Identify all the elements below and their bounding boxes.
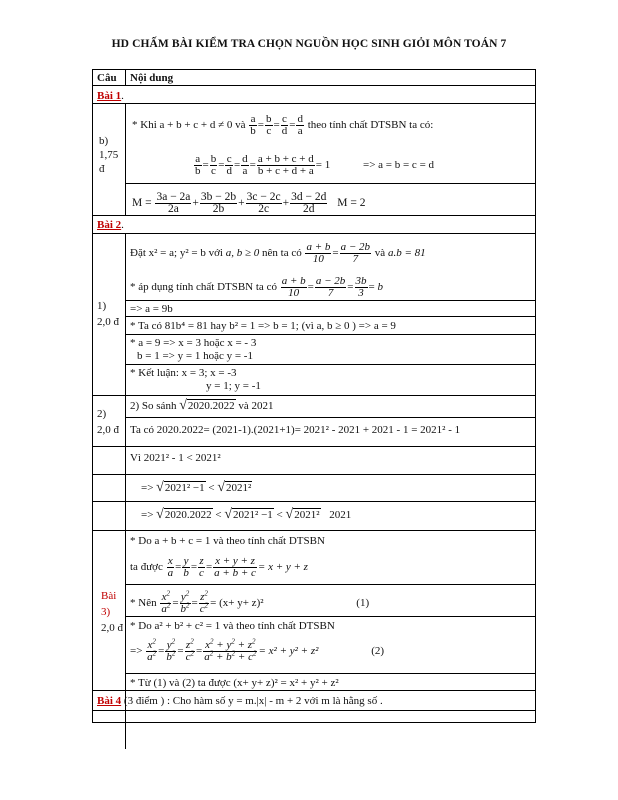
bai3-l1: * Do a + b + c = 1 và theo tính chất DTSBN <box>130 535 325 547</box>
row-divider <box>93 85 535 86</box>
page-title: HD CHẤM BÀI KIỂM TRA CHỌN NGUỒN HỌC SINH GIỎI MÔN TOÁN 7 <box>111 38 507 50</box>
bai1-line1: * Khi a + b + c + d ≠ 0 và $\frac{a}{b}$ = $\frac{b}{c}$ = $\frac{c}{d}$ = $\frac{d}{a}$ theo tính chất DTSBN ta có: <box>132 113 434 137</box>
row-divider <box>125 616 535 617</box>
column-divider <box>125 103 126 215</box>
bai1-m-expression: M = $\frac{3a - 2a}{2a}$ + $\frac{3b - 2b}{2b}$ + $\frac{3c - 2c}{2c}$ + $\frac{3d - 2d}{2d}$ M = 2 <box>132 191 366 215</box>
row-divider <box>93 103 535 104</box>
row-divider <box>93 501 535 502</box>
row-divider <box>93 233 535 234</box>
row-divider <box>93 395 535 396</box>
column-divider <box>125 70 126 85</box>
row-divider <box>93 710 535 711</box>
row-divider <box>93 446 535 447</box>
bai2-r3b: b = 1 => y = 1 hoặc y = -1 <box>137 350 253 362</box>
bai3-l2: ta được $\frac{x}{a}$ = $\frac{y}{b}$ = $\frac{z}{c}$ = $\frac{x + y + z}{a + b + c}$ = x + y + z <box>130 555 308 579</box>
bai2-dat: Đặt x² = a; y² = b với a, b ≥ 0 nên ta có $\frac{a + b}{10}$ = $\frac{a - 2b}{7}$ và a.b = 81 <box>130 241 426 265</box>
header-col-noidung: Nội dung <box>130 72 174 84</box>
row-divider <box>125 334 535 335</box>
row-divider <box>93 690 535 691</box>
row-divider <box>125 364 535 365</box>
row-divider <box>93 530 535 531</box>
bai2-r1: => a = 9b <box>130 303 173 315</box>
bai2-r4a: * Kết luận: x = 3; x = -3 <box>130 367 237 379</box>
row-divider <box>125 183 535 184</box>
bai4-line: Bài 4 (3 điểm ) : Cho hàm số y = m.|x| - m + 2 với m là hằng số . <box>97 695 383 707</box>
bai3-l5: => $\frac{x^2}{a^2}$ = $\frac{y^2}{b^2}$ = $\frac{z^2}{c^2}$ = $\frac{x^2 + y^2 + z^2}{a^2 + b^2 + c^2}$ = x² + y² + z² (2) <box>130 637 385 663</box>
bai3-l4: * Do a² + b² + c² = 1 và theo tính chất DTSBN <box>130 620 335 632</box>
bai3-l3: * Nên $\frac{x^2}{a^2}$ = $\frac{y^2}{b^2}$ = $\frac{z^2}{c^2}$ = (x+ y+ z)² (1) <box>130 589 370 615</box>
bai3-score: Bài 3) 2,0 đ <box>101 590 123 634</box>
bai2-s5: => √2020.2022 < √2021² −1 < √2021² 2021 <box>141 507 352 522</box>
row-divider <box>125 316 535 317</box>
bai2-part1-score: 1) 2,0 đ <box>97 300 119 328</box>
bai2-s2: Ta có 2020.2022= (2021-1).(2021+1)= 2021² - 2021 + 2021 - 1 = 2021² - 1 <box>130 424 461 436</box>
bai1-line2: $\frac{a}{b}$ = $\frac{b}{c}$ = $\frac{c}{d}$ = $\frac{d}{a}$ = $\frac{a + b + c + d}{b + c + d + a}$ = 1 => a = b = c = d <box>195 153 435 177</box>
bai2-s1: 2) So sánh √2020.2022 và 2021 <box>130 398 274 413</box>
bai2-heading: Bài 2. <box>97 219 124 231</box>
bai2-s4: => √2021² −1 < √2021² <box>141 480 252 495</box>
bai2-r2: * Ta có 81b⁴ = 81 hay b² = 1 => b = 1; (vì a, b ≥ 0 ) => a = 9 <box>130 320 396 332</box>
bai1-heading: Bài 1. <box>97 90 124 102</box>
bai2-part2-score: 2) 2,0 đ <box>97 408 119 436</box>
row-divider <box>125 300 535 301</box>
header-col-cau: Câu <box>97 72 117 84</box>
row-divider <box>93 215 535 216</box>
bai3-l6: * Từ (1) và (2) ta được (x+ y+ z)² = x² + y² + z² <box>130 677 339 689</box>
bai1-score: b) 1,75 đ <box>99 135 119 175</box>
grading-table <box>92 69 536 723</box>
row-divider <box>125 673 535 674</box>
column-divider <box>125 233 126 749</box>
row-divider <box>125 584 535 585</box>
row-divider <box>125 417 535 418</box>
bai2-r3a: * a = 9 => x = 3 hoặc x = - 3 <box>130 337 257 349</box>
bai2-s3: Vì 2021² - 1 < 2021² <box>130 452 221 464</box>
bai2-apdung: * áp dụng tính chất DTSBN ta có $\frac{a + b}{10}$ = $\frac{a - 2b}{7}$ = $\frac{3b}{3}$ = b <box>130 275 383 299</box>
row-divider <box>93 474 535 475</box>
bai2-r4b: y = 1; y = -1 <box>206 380 261 392</box>
